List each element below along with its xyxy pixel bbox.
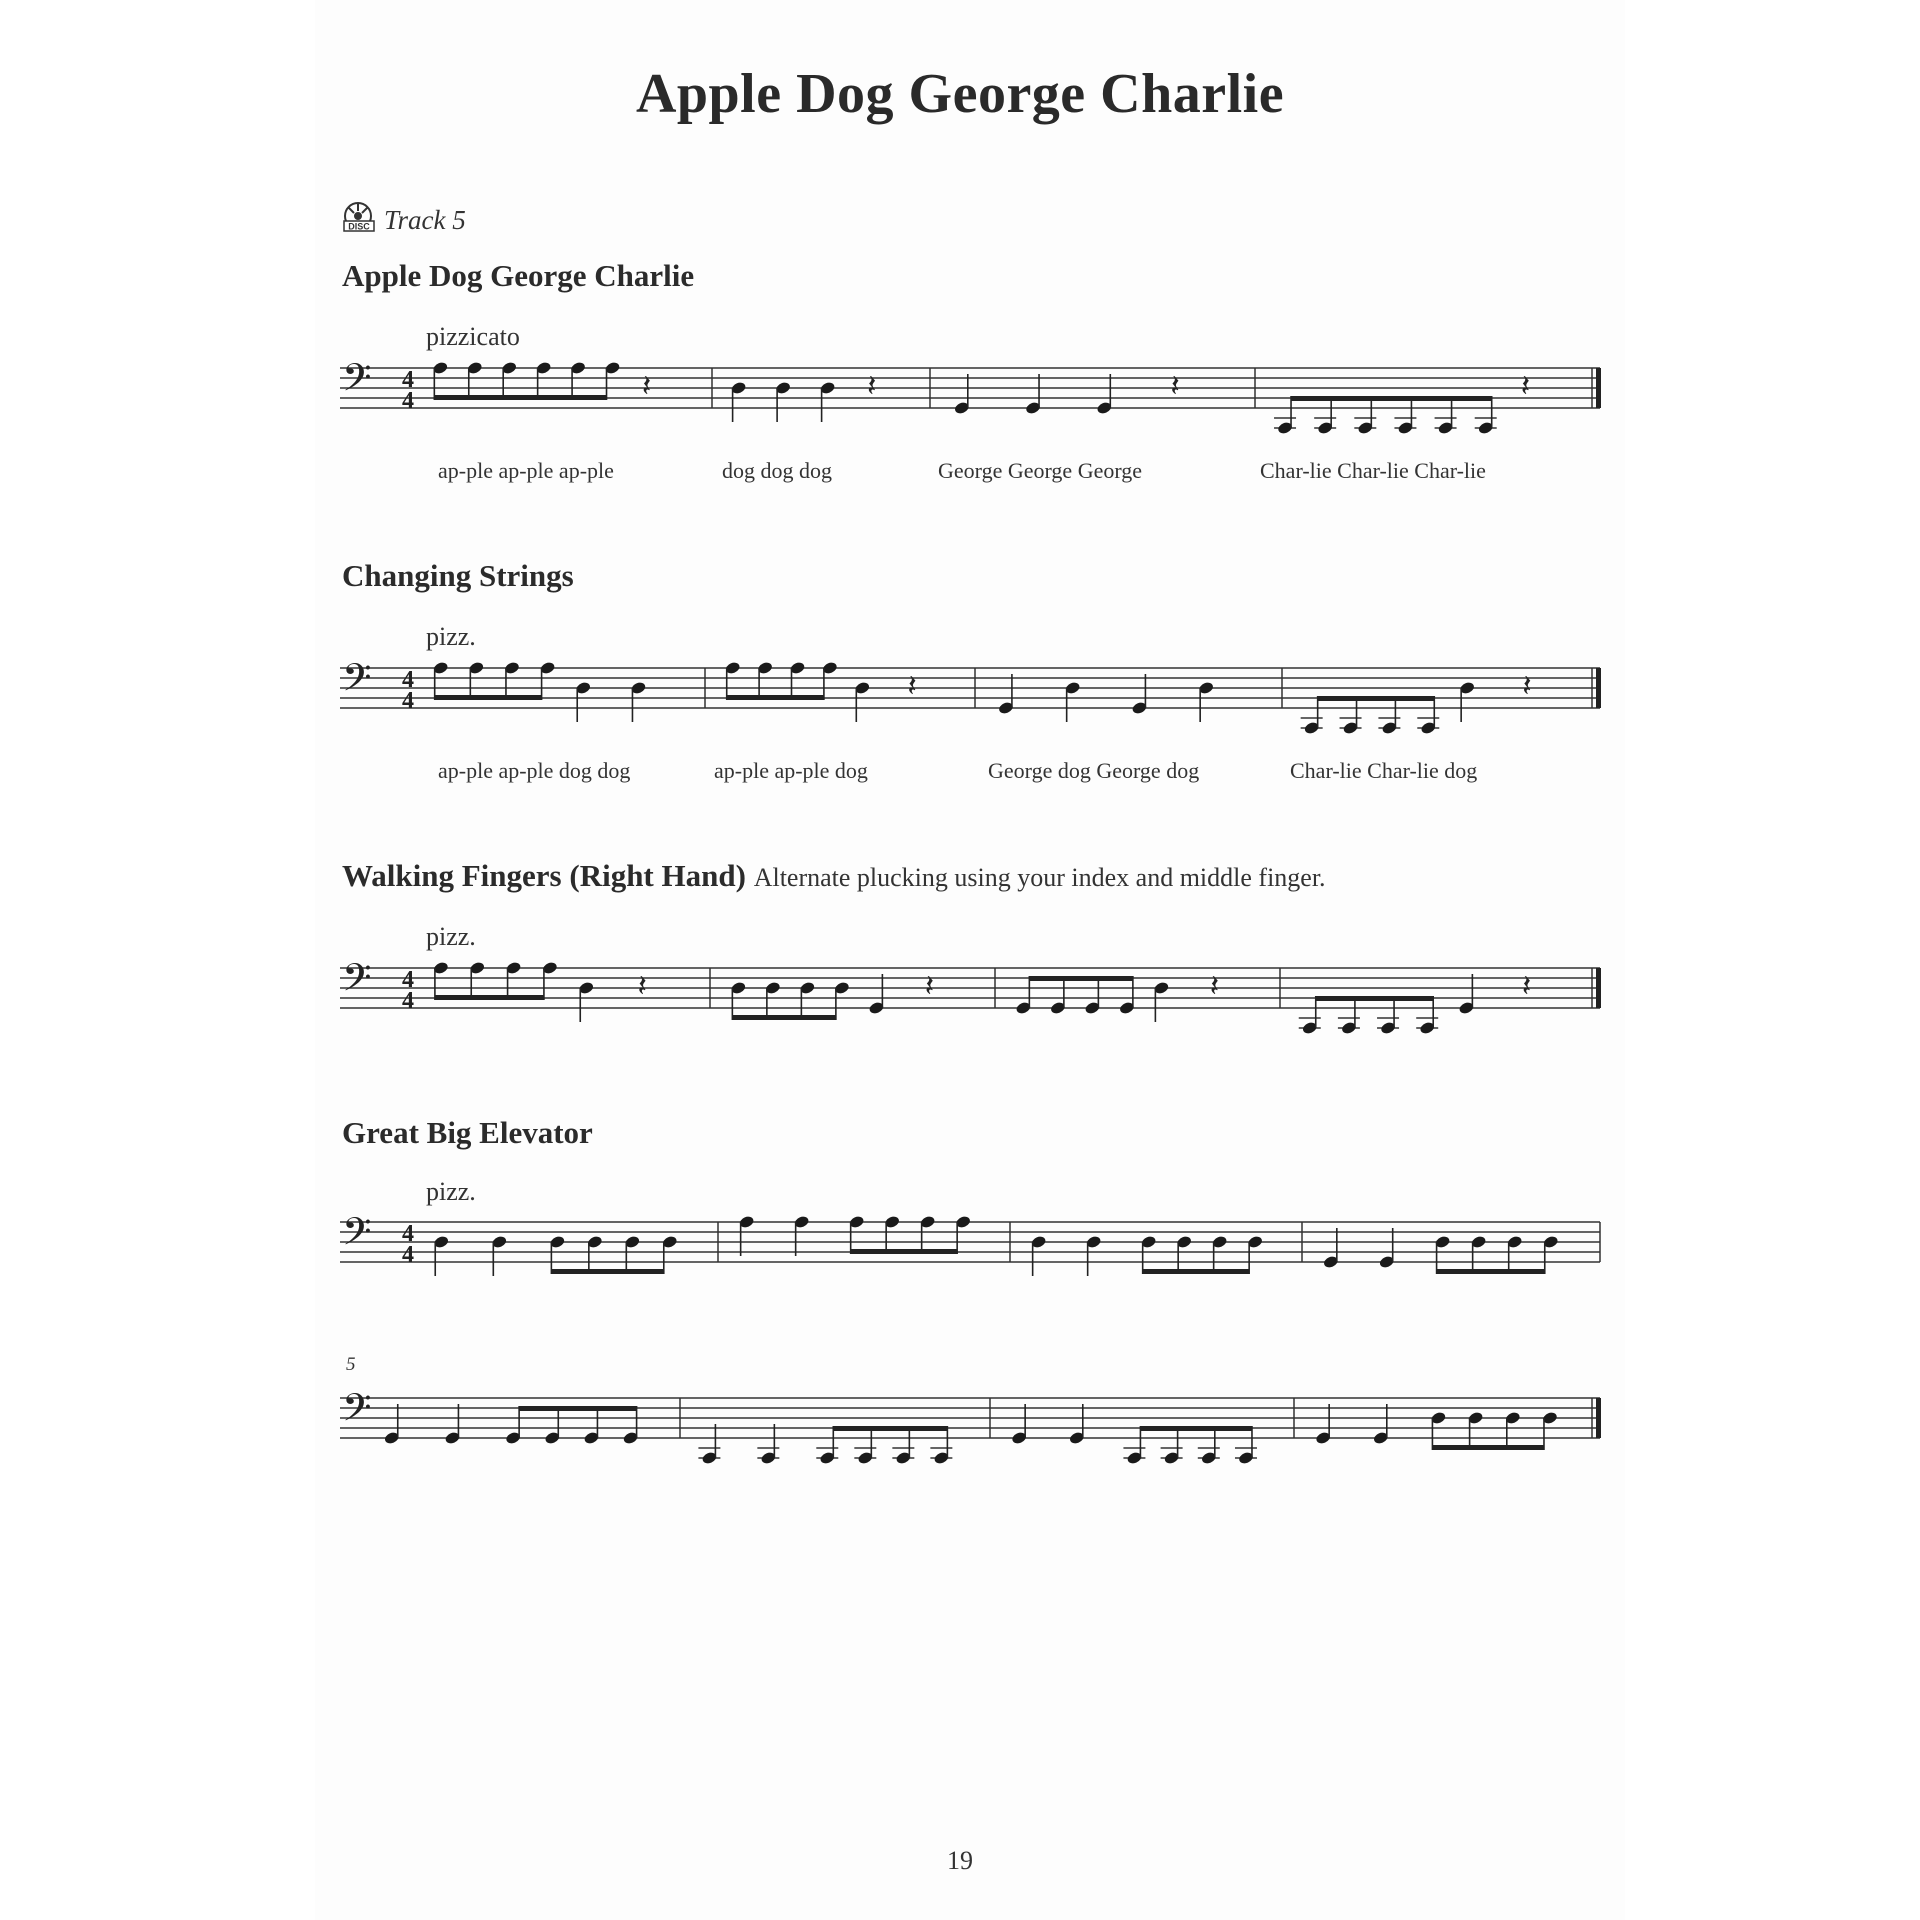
note-beam [727,695,824,700]
note-beam [1143,1269,1249,1274]
bass-clef-icon: 𝄢 [342,1385,372,1439]
music-staff-3 [0,930,1920,1050]
time-signature-denominator: 4 [402,1242,414,1268]
note-beam [551,1269,663,1274]
note-beam [833,1426,947,1431]
time-signature-numerator: 4 [402,1221,414,1247]
lyric-measure-1: ap-ple ap-ple dog dog [438,758,631,783]
final-bar-thick [1596,368,1601,408]
time-signature-denominator: 4 [402,388,414,414]
track-label: Track 5 [384,204,466,235]
lyric-measure-4: Char-lie Char-lie Char-lie [1260,458,1486,483]
section-title-changing-strings: Changing Strings [342,558,574,593]
note-beam [1432,1445,1544,1450]
lyric-measure-3: George dog George dog [988,758,1200,783]
cd-disc-icon [340,201,380,240]
music-staff-1 [0,330,1920,450]
section-title-apple-dog: Apple Dog George Charlie [342,258,695,293]
lyric-measure-2: ap-ple ap-ple dog [714,758,868,783]
bass-clef-icon: 𝄢 [342,1209,372,1263]
final-bar-thick [1596,1398,1601,1438]
quarter-rest-icon: 𝄽 [1170,369,1180,404]
note-beam [1140,1426,1252,1431]
note-beam [1316,996,1433,1001]
dynamic-marking: pizzicato [426,322,520,351]
page-title: Apple Dog George Charlie [635,63,1285,125]
section-instruction: Alternate plucking using your index and middle finger. [753,863,1326,892]
bass-clef-icon: 𝄢 [342,955,372,1009]
note-beam [434,395,606,400]
time-signature-denominator: 4 [402,688,414,714]
svg-text:DISC: DISC [348,221,370,231]
quarter-rest-icon: 𝄽 [924,969,935,1004]
quarter-rest-icon: 𝄽 [1209,969,1220,1004]
quarter-rest-icon: 𝄽 [641,369,652,404]
lyric-measure-1: ap-ple ap-ple ap-ple [438,458,614,483]
quarter-rest-icon: 𝄽 [1522,969,1532,1004]
section-title-text: Walking Fingers (Right Hand) [342,858,746,893]
note-beam [1437,1269,1545,1274]
bass-clef-icon: 𝄢 [342,355,372,409]
page-number: 19 [947,1846,973,1875]
measure-number: 5 [346,1354,356,1375]
note-beam [1291,396,1492,401]
note-beam [519,1406,636,1411]
music-staff-4 [0,1184,1920,1304]
quarter-rest-icon: 𝄽 [637,969,647,1004]
dynamic-marking: pizz. [426,1177,476,1206]
lyric-measure-2: dog dog dog [722,458,832,483]
section-title-walking-fingers [342,858,1326,894]
time-signature-denominator: 4 [402,988,414,1014]
final-bar-thick [1596,968,1601,1008]
note-beam [435,995,544,1000]
bass-clef-icon: 𝄢 [342,655,372,709]
note-beam [732,1015,836,1020]
note-beam [851,1249,957,1254]
quarter-rest-icon: 𝄽 [907,669,917,704]
quarter-rest-icon: 𝄽 [867,369,877,404]
track-indicator [340,200,466,240]
time-signature-numerator: 4 [402,967,414,993]
music-staff-5 [0,1360,1920,1480]
music-staff-2 [0,630,1920,750]
note-beam [1318,696,1435,701]
dynamic-marking: pizz. [426,622,476,651]
section-title-great-big-elevator: Great Big Elevator [342,1115,593,1150]
time-signature-numerator: 4 [402,367,414,393]
quarter-rest-icon: 𝄽 [1522,669,1532,704]
dynamic-marking: pizz. [426,922,476,951]
quarter-rest-icon: 𝄽 [1520,369,1531,404]
lyric-measure-4: Char-lie Char-lie dog [1290,758,1478,783]
time-signature-numerator: 4 [402,667,414,693]
lyric-measure-3: George George George [938,458,1143,483]
note-beam [1029,976,1133,981]
final-bar-thick [1596,668,1601,708]
note-beam [435,695,542,700]
